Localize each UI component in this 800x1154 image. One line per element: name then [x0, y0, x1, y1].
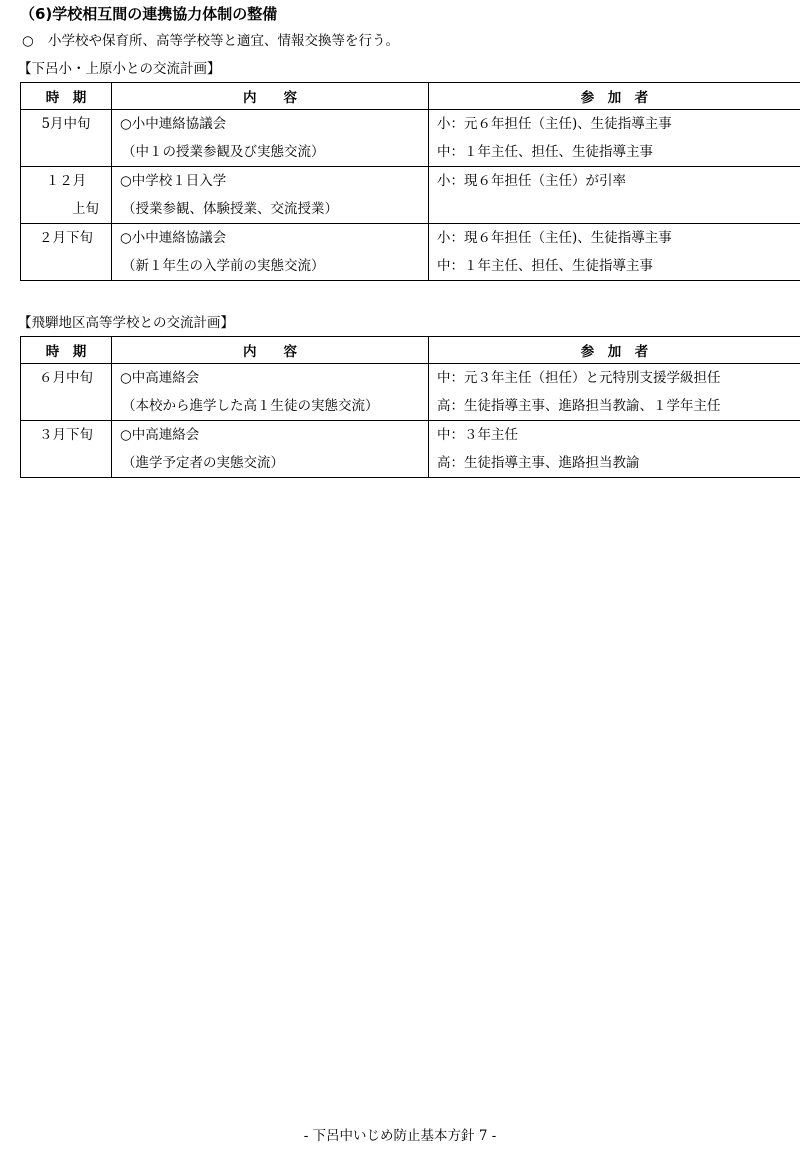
exchange-plan-table-elementary — [20, 82, 800, 281]
participants-cell — [429, 167, 800, 224]
header-content: 内 容 — [112, 83, 429, 110]
participant-line: 中：１年主任、担任、生徒指導主事 — [437, 144, 653, 160]
participant-line: 高：生徒指導主事、進路担当教諭 — [437, 455, 640, 471]
table-row — [21, 364, 800, 421]
participant-line: 小：元６年担任（主任)、生徒指導主事 — [437, 116, 672, 132]
participant-line: 小：現６年担任（主任)、生徒指導主事 — [437, 230, 672, 246]
table-header-row — [21, 337, 800, 364]
intro-text: 小学校や保育所、高等学校等と適宜、情報交換等を行う。 — [48, 33, 399, 49]
header-participants: 参 加 者 — [429, 83, 800, 110]
period-cell — [21, 110, 112, 167]
participant-line: 中：３年主任 — [437, 427, 518, 443]
period-cell — [21, 167, 112, 224]
content-cell — [112, 110, 429, 167]
intro-bullet — [22, 32, 399, 50]
content-detail: （新１年生の入学前の実態交流） — [122, 258, 325, 274]
table-caption-highschool: 【飛騨地区高等学校との交流計画】 — [18, 315, 234, 331]
header-content: 内 容 — [112, 337, 429, 364]
period-text: ２月下旬 — [39, 230, 93, 246]
participant-line: 中：元３年主任（担任）と元特別支援学級担任 — [437, 370, 721, 386]
content-cell — [112, 421, 429, 478]
participants-cell — [429, 224, 800, 281]
content-detail: （中１の授業参観及び実態交流） — [122, 144, 325, 160]
participant-line: 中：１年主任、担任、生徒指導主事 — [437, 258, 653, 274]
period-text: 5月中旬 — [41, 116, 91, 132]
content-detail: （進学予定者の実態交流） — [122, 455, 284, 471]
content-event: ○中学校１日入学 — [120, 173, 227, 189]
period-text: １２月 — [45, 173, 87, 189]
period-cell — [21, 421, 112, 478]
header-period: 時 期 — [21, 337, 112, 364]
period-cell — [21, 364, 112, 421]
content-detail: （授業参観、体験授業、交流授業） — [122, 201, 338, 217]
participant-line: 小：現６年担任（主任）が引率 — [437, 173, 626, 189]
header-participants: 参 加 者 — [429, 337, 800, 364]
content-event: ○小中連絡協議会 — [120, 230, 227, 246]
period-text: ３月下旬 — [39, 427, 93, 443]
section-title: （6)学校相互間の連携協力体制の整備 — [20, 5, 278, 23]
header-period: 時 期 — [21, 83, 112, 110]
period-text: 上旬 — [72, 201, 99, 217]
circle-bullet-icon: ○ — [22, 33, 34, 49]
content-event: ○中高連絡会 — [120, 427, 200, 443]
content-cell — [112, 224, 429, 281]
exchange-plan-table-highschool — [20, 336, 800, 478]
participant-line-empty — [429, 195, 800, 223]
participants-cell — [429, 364, 800, 421]
table-row — [21, 224, 800, 281]
table-header-row — [21, 83, 800, 110]
participants-cell — [429, 421, 800, 478]
table-row — [21, 167, 800, 224]
content-event: ○中高連絡会 — [120, 370, 200, 386]
page-footer: - 下呂中いじめ防止基本方針 7 - — [303, 1128, 497, 1144]
content-cell — [112, 167, 429, 224]
participants-cell — [429, 110, 800, 167]
content-cell — [112, 364, 429, 421]
participant-line: 高：生徒指導主事、進路担当教諭、１学年主任 — [437, 398, 721, 414]
table-row — [21, 421, 800, 478]
table-row — [21, 110, 800, 167]
period-cell — [21, 224, 112, 281]
content-event: ○小中連絡協議会 — [120, 116, 227, 132]
table-caption-elementary: 【下呂小・上原小との交流計画】 — [18, 61, 221, 77]
period-text: ６月中旬 — [39, 370, 93, 386]
content-detail: （本校から進学した高１生徒の実態交流） — [122, 398, 379, 414]
